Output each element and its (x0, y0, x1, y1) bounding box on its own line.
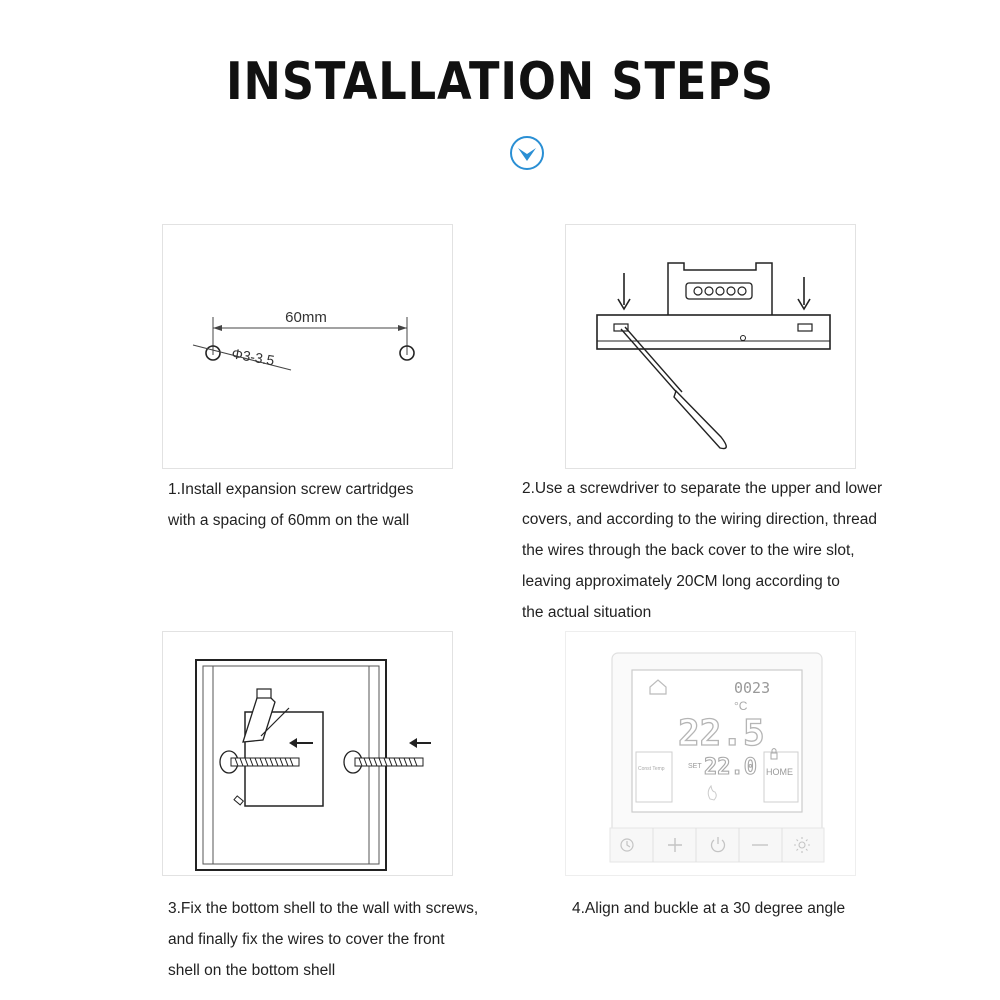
screw-left (231, 758, 299, 766)
step-4-diagram (565, 631, 856, 876)
hole-diameter-label: Φ3-3.5 (230, 345, 276, 369)
step-2-caption: 2.Use a screwdriver to separate the upper and lower covers, and according to the wiring direction, thread the wires through the back cover to the wire slot, leaving approximately 20CM long according to the actual situation (522, 480, 883, 621)
step-1-diagram (162, 224, 453, 469)
chevron-down-circle-icon (508, 134, 546, 172)
step-1-caption: 1.Install expansion screw cartridges with a spacing of 60mm on the wall (168, 481, 414, 529)
step-3-diagram (162, 631, 453, 876)
back-cover (597, 315, 830, 349)
spacing-label: 60mm (285, 309, 327, 326)
room-temp-unit: °C (734, 699, 748, 713)
set-temp-readout: 22.0 (704, 755, 757, 780)
home-label: HOME (766, 767, 793, 777)
step-2-diagram (565, 224, 856, 469)
step-4-caption: 4.Align and buckle at a 30 degree angle (572, 900, 846, 917)
page-title: INSTALLATION STEPS (226, 52, 774, 112)
clock-readout: 0023 (734, 679, 771, 697)
step-3-caption: 3.Fix the bottom shell to the wall with screws, and finally fix the wires to cover the front shell on the bottom shell (168, 900, 479, 979)
screw-right (355, 758, 423, 766)
room-temp-readout: 22.5 (678, 713, 765, 754)
set-label: SET (688, 763, 702, 770)
mode-left-text: Const Temp (638, 766, 665, 772)
